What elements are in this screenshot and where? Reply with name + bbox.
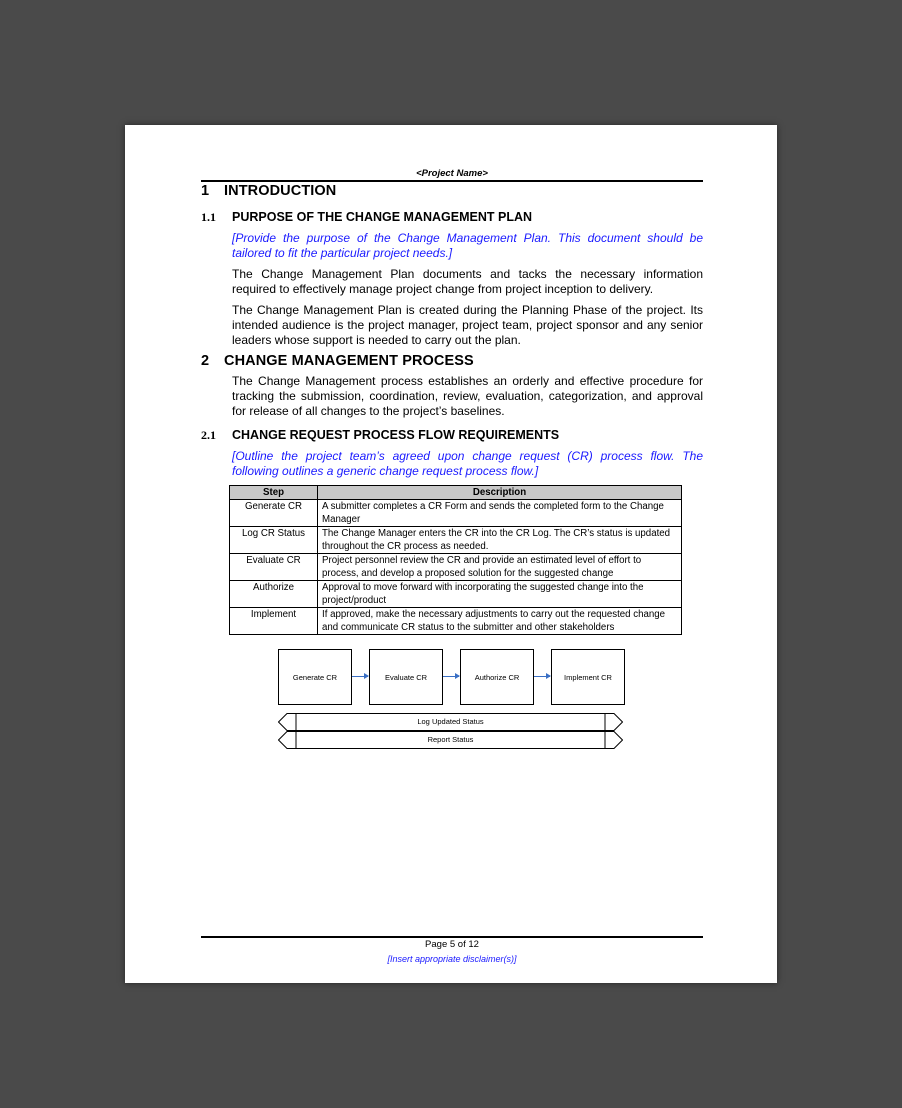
- purpose-paragraph-1: The Change Management Plan documents and tacks the necessary information required to effectively manage project change from project inception to delivery.: [232, 267, 703, 296]
- heading-text: CHANGE MANAGEMENT PROCESS: [224, 353, 474, 369]
- heading-text: INTRODUCTION: [224, 183, 337, 199]
- purpose-instruction: [Provide the purpose of the Change Management Plan. This document should be tailored to fit the particular project needs.]: [232, 231, 703, 260]
- cr-steps-table: [229, 485, 682, 635]
- page-number: Page 5 of 12: [425, 939, 479, 950]
- header-rule: [201, 180, 703, 182]
- heading-number: 1.1: [201, 210, 216, 224]
- page-header-project-name: <Project Name>: [416, 168, 488, 179]
- table-row: [230, 608, 682, 635]
- heading-number: 2: [201, 353, 210, 369]
- step-cell: Authorize: [230, 581, 318, 608]
- cr-flow-instruction: [Outline the project team’s agreed upon change request (CR) process flow. The following outlines a generic change request process flow.]: [232, 449, 703, 478]
- band-label: Report Status: [427, 735, 474, 744]
- purpose-paragraph-2: The Change Management Plan is created during the Planning Phase of the project. Its intended audience is the project manager, project team, project sponsor and any senior leaders whose support is needed to carry out the plan.: [232, 303, 703, 347]
- heading-purpose: [201, 210, 532, 225]
- table-row: [230, 527, 682, 554]
- step-cell: Generate CR: [230, 500, 318, 527]
- description-cell: A submitter completes a CR Form and sends the completed form to the Change Manager: [318, 500, 682, 527]
- flow-arrow-icon: [443, 676, 459, 677]
- step-cell: Log CR Status: [230, 527, 318, 554]
- document-page: [125, 125, 777, 983]
- heading-text: PURPOSE OF THE CHANGE MANAGEMENT PLAN: [232, 210, 533, 224]
- description-cell: If approved, make the necessary adjustments to carry out the requested change and communicate CR status to the submitter and other stakeholders: [318, 608, 682, 635]
- table-row: [230, 554, 682, 581]
- flow-box-authorize-cr: Authorize CR: [460, 649, 534, 705]
- column-header-step: Step: [230, 486, 318, 500]
- heading-number: 1: [201, 183, 210, 199]
- footer-rule: [201, 936, 703, 938]
- flow-arrow-icon: [352, 676, 368, 677]
- heading-introduction: [201, 183, 336, 199]
- heading-cr-process-flow: [201, 428, 559, 443]
- flow-box-evaluate-cr: Evaluate CR: [369, 649, 443, 705]
- flow-box-generate-cr: Generate CR: [278, 649, 352, 705]
- step-cell: Evaluate CR: [230, 554, 318, 581]
- band-report-status: [278, 731, 623, 749]
- flow-arrow-icon: [534, 676, 550, 677]
- process-paragraph: The Change Management process establishes an orderly and effective procedure for tracking the submission, coordination, review, evaluation, categorization, and approval for release of all changes to the project’s baselines.: [232, 374, 703, 418]
- table-row: [230, 500, 682, 527]
- band-log-updated-status: [278, 713, 623, 731]
- description-cell: The Change Manager enters the CR into the CR Log. The CR’s status is updated throughout the CR process as needed.: [318, 527, 682, 554]
- footer-disclaimer: [Insert appropriate disclaimer(s)]: [387, 954, 517, 964]
- table-row: [230, 581, 682, 608]
- column-header-description: Description: [318, 486, 682, 500]
- heading-number: 2.1: [201, 428, 216, 442]
- table-header-row: [230, 486, 682, 500]
- flow-box-implement-cr: Implement CR: [551, 649, 625, 705]
- step-cell: Implement: [230, 608, 318, 635]
- description-cell: Approval to move forward with incorporating the suggested change into the project/product: [318, 581, 682, 608]
- band-label: Log Updated Status: [417, 717, 484, 726]
- heading-change-management-process: [201, 353, 474, 369]
- heading-text: CHANGE REQUEST PROCESS FLOW REQUIREMENTS: [232, 428, 560, 442]
- description-cell: Project personnel review the CR and provide an estimated level of effort to process, and develop a proposed solution for the suggested change: [318, 554, 682, 581]
